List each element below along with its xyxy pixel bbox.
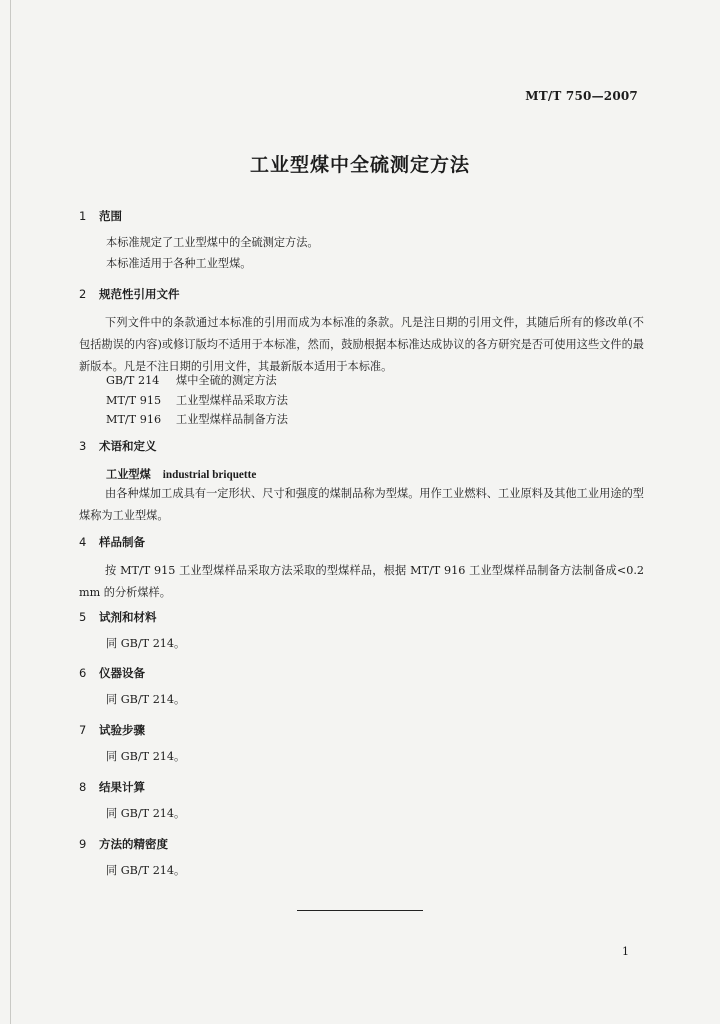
- apparatus-text: 同 GB/T 214。: [106, 693, 186, 706]
- section-title: 仪器设备: [99, 666, 145, 680]
- calculation-text: 同 GB/T 214。: [106, 807, 186, 820]
- section-number: 7: [79, 723, 87, 737]
- reference-name: 工业型煤样品采取方法: [176, 394, 288, 407]
- document-title: 工业型煤中全硫测定方法: [249, 154, 470, 176]
- precision-text: 同 GB/T 214。: [106, 864, 186, 877]
- end-rule: [297, 910, 423, 911]
- section-number: 4: [79, 535, 87, 549]
- term-english: industrial briquette: [162, 469, 257, 481]
- procedure-text: 同 GB/T 214。: [106, 750, 186, 763]
- section-title: 规范性引用文件: [99, 287, 180, 301]
- section-number: 9: [79, 837, 87, 851]
- section-number: 3: [79, 439, 87, 453]
- section-title: 结果计算: [99, 780, 145, 794]
- section-heading-apparatus: [79, 665, 145, 681]
- section-heading-terms: [79, 438, 157, 454]
- section-title: 范围: [99, 209, 122, 223]
- term-entry: [106, 466, 256, 482]
- section-number: 5: [79, 610, 87, 624]
- standard-code: MT/T 750—2007: [525, 89, 638, 103]
- reference-item: [106, 372, 277, 388]
- section-title: 样品制备: [99, 535, 145, 549]
- scope-line-2: 本标准适用于各种工业型煤。: [106, 257, 252, 270]
- page-number: 1: [622, 945, 629, 958]
- section-heading-scope: [79, 208, 122, 224]
- term-chinese: 工业型煤: [106, 467, 151, 481]
- term-definition: 由各种煤加工成具有一定形状、尺寸和强度的煤制品称为型煤。用作工业燃料、工业原料及其他工业用途的型煤称为工业型煤。: [79, 487, 644, 522]
- section-heading-calculation: [79, 779, 145, 795]
- section-number: 1: [79, 209, 87, 223]
- section-number: 6: [79, 666, 87, 680]
- reference-item: [106, 392, 288, 408]
- scope-line-1: 本标准规定了工业型煤中的全硫测定方法。: [106, 236, 319, 249]
- section-heading-precision: [79, 836, 168, 852]
- section-heading-sample-prep: [79, 534, 145, 550]
- reference-name: 煤中全硫的测定方法: [176, 374, 277, 387]
- section-number: 8: [79, 780, 87, 794]
- normative-intro: 下列文件中的条款通过本标准的引用而成为本标准的条款。凡是注日期的引用文件，其随后所有的修改单(不包括勘误的内容)或修订版均不适用于本标准，然而，鼓励根据本标准达成协议的各方研究是否可使用这些文件的最新版本。凡是不注日期的引用文件，其最新版本适用于本标准。: [79, 316, 644, 373]
- reference-item: [106, 411, 288, 427]
- reference-code: GB/T 214: [106, 374, 160, 387]
- section-heading-normative: [79, 286, 180, 302]
- section-title: 试验步骤: [99, 723, 145, 737]
- reference-name: 工业型煤样品制备方法: [176, 413, 288, 426]
- section-title: 方法的精密度: [99, 837, 168, 851]
- section-heading-procedure: [79, 722, 145, 738]
- reference-code: MT/T 915: [106, 394, 162, 407]
- section-heading-reagents: [79, 609, 157, 625]
- section-number: 2: [79, 287, 87, 301]
- section-title: 术语和定义: [99, 439, 157, 453]
- reagents-text: 同 GB/T 214。: [106, 637, 186, 650]
- sample-prep-text: 按 MT/T 915 工业型煤样品采取方法采取的型煤样品，根据 MT/T 916 工业型煤样品制备方法制备成<0.2 mm 的分析煤样。: [79, 564, 644, 599]
- section-title: 试剂和材料: [99, 610, 157, 624]
- reference-code: MT/T 916: [106, 413, 162, 426]
